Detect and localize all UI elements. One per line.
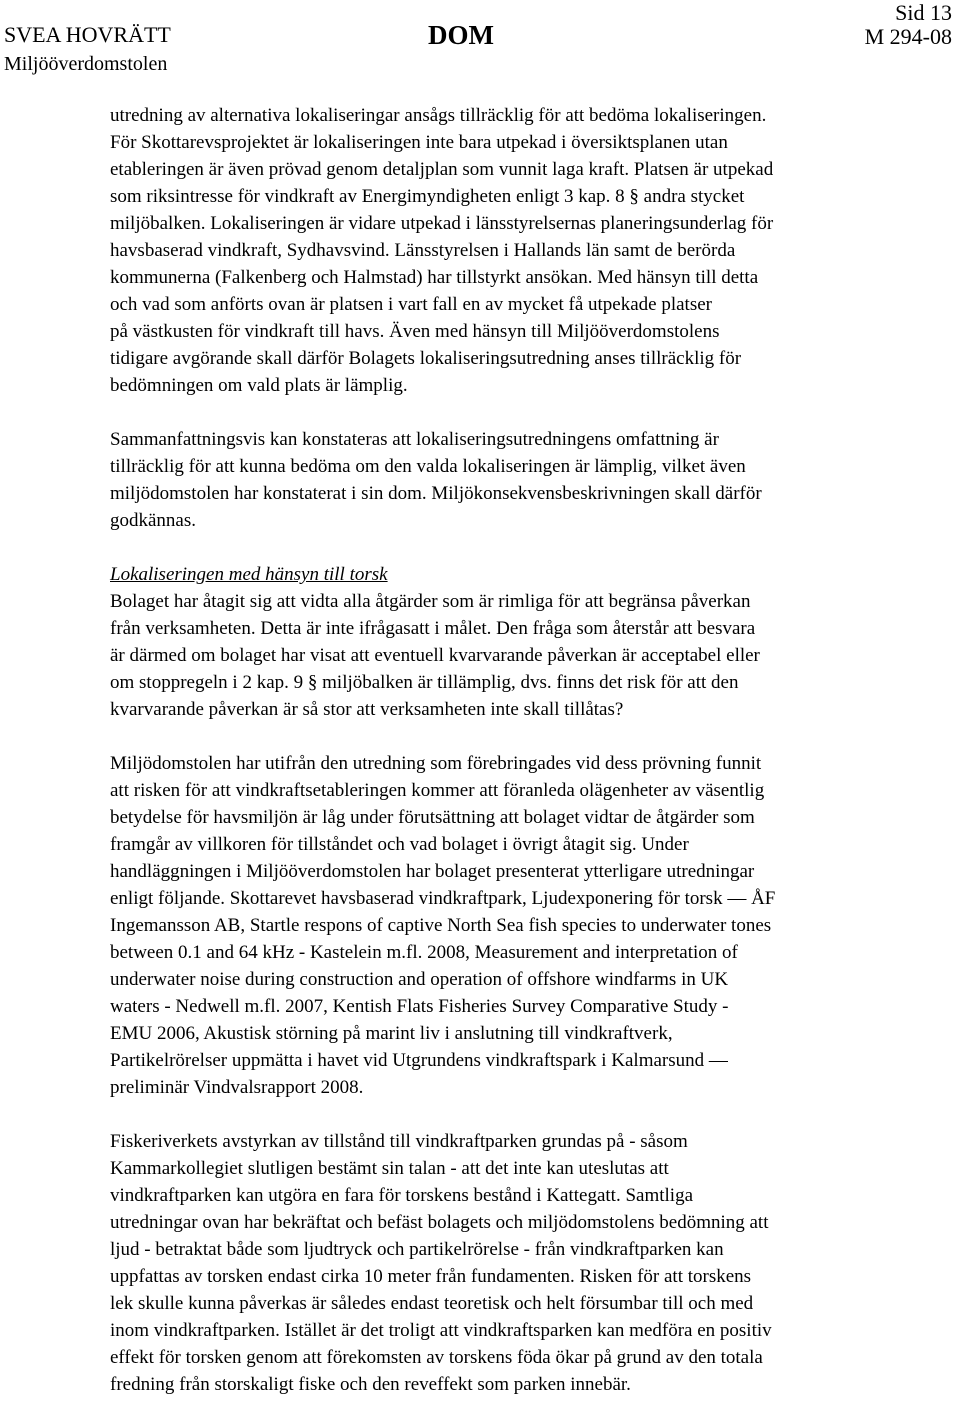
paragraph <box>110 1128 950 1398</box>
text-line: havsbaserad vindkraft, Sydhavsvind. Länsstyrelsen i Hallands län samt de berörda <box>110 240 736 261</box>
case-number: M 294-08 <box>864 24 952 49</box>
court-department: Miljööverdomstolen <box>4 53 168 75</box>
document-body <box>110 102 950 1425</box>
text-line: inom vindkraftparken. Istället är det troligt att vindkraftsparken kan medföra en positiv <box>110 1320 772 1341</box>
text-line: tillräcklig för att kunna bedöma om den valda lokaliseringen är lämplig, vilket även <box>110 456 746 477</box>
text-line: lek skulle kunna påverkas är således endast teoretisk och helt försumbar till och med <box>110 1293 754 1314</box>
text-line: För Skottarevsprojektet är lokaliseringen inte bara utpekad i översiktsplanen utan <box>110 132 728 153</box>
page-header <box>0 0 960 80</box>
text-line: betydelse för havsmiljön är låg under förutsättning att bolaget vidtar de åtgärder som <box>110 807 755 828</box>
text-line: Sammanfattningsvis kan konstateras att lokaliseringsutredningens omfattning är <box>110 429 719 450</box>
paragraph <box>110 561 950 723</box>
text-line: om stoppregeln i 2 kap. 9 § miljöbalken är tillämplig, dvs. finns det risk för att den <box>110 672 739 693</box>
text-line: ljud - betraktat både som ljudtryck och partikelrörelse - från vindkraftparken kan <box>110 1239 724 1260</box>
text-line: kvarvarande påverkan är så stor att verksamheten inte skall tillåtas? <box>110 699 624 720</box>
text-line: Ingemansson AB, Startle respons of captive North Sea fish species to underwater tones <box>110 915 772 936</box>
text-line: fredning från storskaligt fiske och den reveffekt som parken innebär. <box>110 1374 631 1395</box>
text-line: Fiskeriverkets avstyrkan av tillstånd till vindkraftparken grundas på - såsom <box>110 1131 688 1152</box>
text-line: underwater noise during construction and operation of offshore windfarms in UK <box>110 969 729 990</box>
text-line: effekt för torsken genom att förekomsten av torskens föda ökar på grund av den totala <box>110 1347 763 1368</box>
text-line: EMU 2006, Akustisk störning på marint liv i anslutning till vindkraftverk, <box>110 1023 673 1044</box>
text-line: på västkusten för vindkraft till havs. Även med hänsyn till Miljööverdomstolens <box>110 321 720 342</box>
text-line: Bolaget har åtagit sig att vidta alla åtgärder som är rimliga för att begränsa påverkan <box>110 591 751 612</box>
text-line: bedömningen om vald plats är lämplig. <box>110 375 408 396</box>
court-name: SVEA HOVRÄTT <box>4 22 171 47</box>
text-line: framgår av villkoren för tillståndet och vad bolaget i övrigt åtagit sig. Under <box>110 834 689 855</box>
text-line: Miljödomstolen har utifrån den utredning som förebringades vid dess prövning funnit <box>110 753 762 774</box>
text-line: från verksamheten. Detta är inte ifrågasatt i målet. Den fråga som återstår att besvara <box>110 618 756 639</box>
text-line: och vad som anförts ovan är platsen i vart fall en av mycket få utpekade platser <box>110 294 712 315</box>
text-line: Kammarkollegiet slutligen bestämt sin talan - att det inte kan uteslutas att <box>110 1158 669 1179</box>
text-line: etableringen är även prövad genom detaljplan som vunnit laga kraft. Platsen är utpekad <box>110 159 774 180</box>
text-line: miljöbalken. Lokaliseringen är vidare utpekad i länsstyrelsernas planeringsunderlag för <box>110 213 774 234</box>
text-line: between 0.1 and 64 kHz - Kastelein m.fl. 2008, Measurement and interpretation of <box>110 942 738 963</box>
text-line: enligt följande. Skottarevet havsbaserad vindkraftpark, Ljudexponering för torsk — ÅF <box>110 888 776 909</box>
text-line: utredning av alternativa lokaliseringar ansågs tillräcklig för att bedöma lokaliseringen. <box>110 105 767 126</box>
paragraph <box>110 426 950 534</box>
text-line: utredningar ovan har bekräftat och befäst bolagets och miljödomstolens bedömning att <box>110 1212 769 1233</box>
text-line: kommunerna (Falkenberg och Halmstad) har tillstyrkt ansökan. Med hänsyn till detta <box>110 267 759 288</box>
text-line: miljödomstolen har konstaterat i sin dom. Miljökonsekvensbeskrivningen skall därför <box>110 483 762 504</box>
paragraph <box>110 102 950 399</box>
page-number: Sid 13 <box>895 0 952 25</box>
text-line: Partikelrörelser uppmätta i havet vid Utgrundens vindkraftspark i Kalmarsund — <box>110 1050 728 1071</box>
paragraph <box>110 750 950 1101</box>
text-line: preliminär Vindvalsrapport 2008. <box>110 1077 364 1098</box>
text-line: som riksintresse för vindkraft av Energimyndigheten enligt 3 kap. 8 § andra stycket <box>110 186 745 207</box>
text-line: att risken för att vindkraftsetableringen kommer att föranleda olägenheter av väsentlig <box>110 780 765 801</box>
document-type: DOM <box>428 20 494 50</box>
text-line: vindkraftparken kan utgöra en fara för torskens bestånd i Kattegatt. Samtliga <box>110 1185 693 1206</box>
text-line: uppfattas av torsken endast cirka 10 meter från fundamenten. Risken för att torskens <box>110 1266 752 1287</box>
section-heading: Lokaliseringen med hänsyn till torsk <box>110 564 388 585</box>
text-line: godkännas. <box>110 510 197 531</box>
text-line: tidigare avgörande skall därför Bolagets lokaliseringsutredning anses tillräcklig för <box>110 348 742 369</box>
text-line: handläggningen i Miljööverdomstolen har bolaget presenterat ytterligare utredningar <box>110 861 755 882</box>
text-line: waters - Nedwell m.fl. 2007, Kentish Flats Fisheries Survey Comparative Study - <box>110 996 729 1017</box>
text-line: är därmed om bolaget har visat att eventuell kvarvarande påverkan är acceptabel eller <box>110 645 760 666</box>
